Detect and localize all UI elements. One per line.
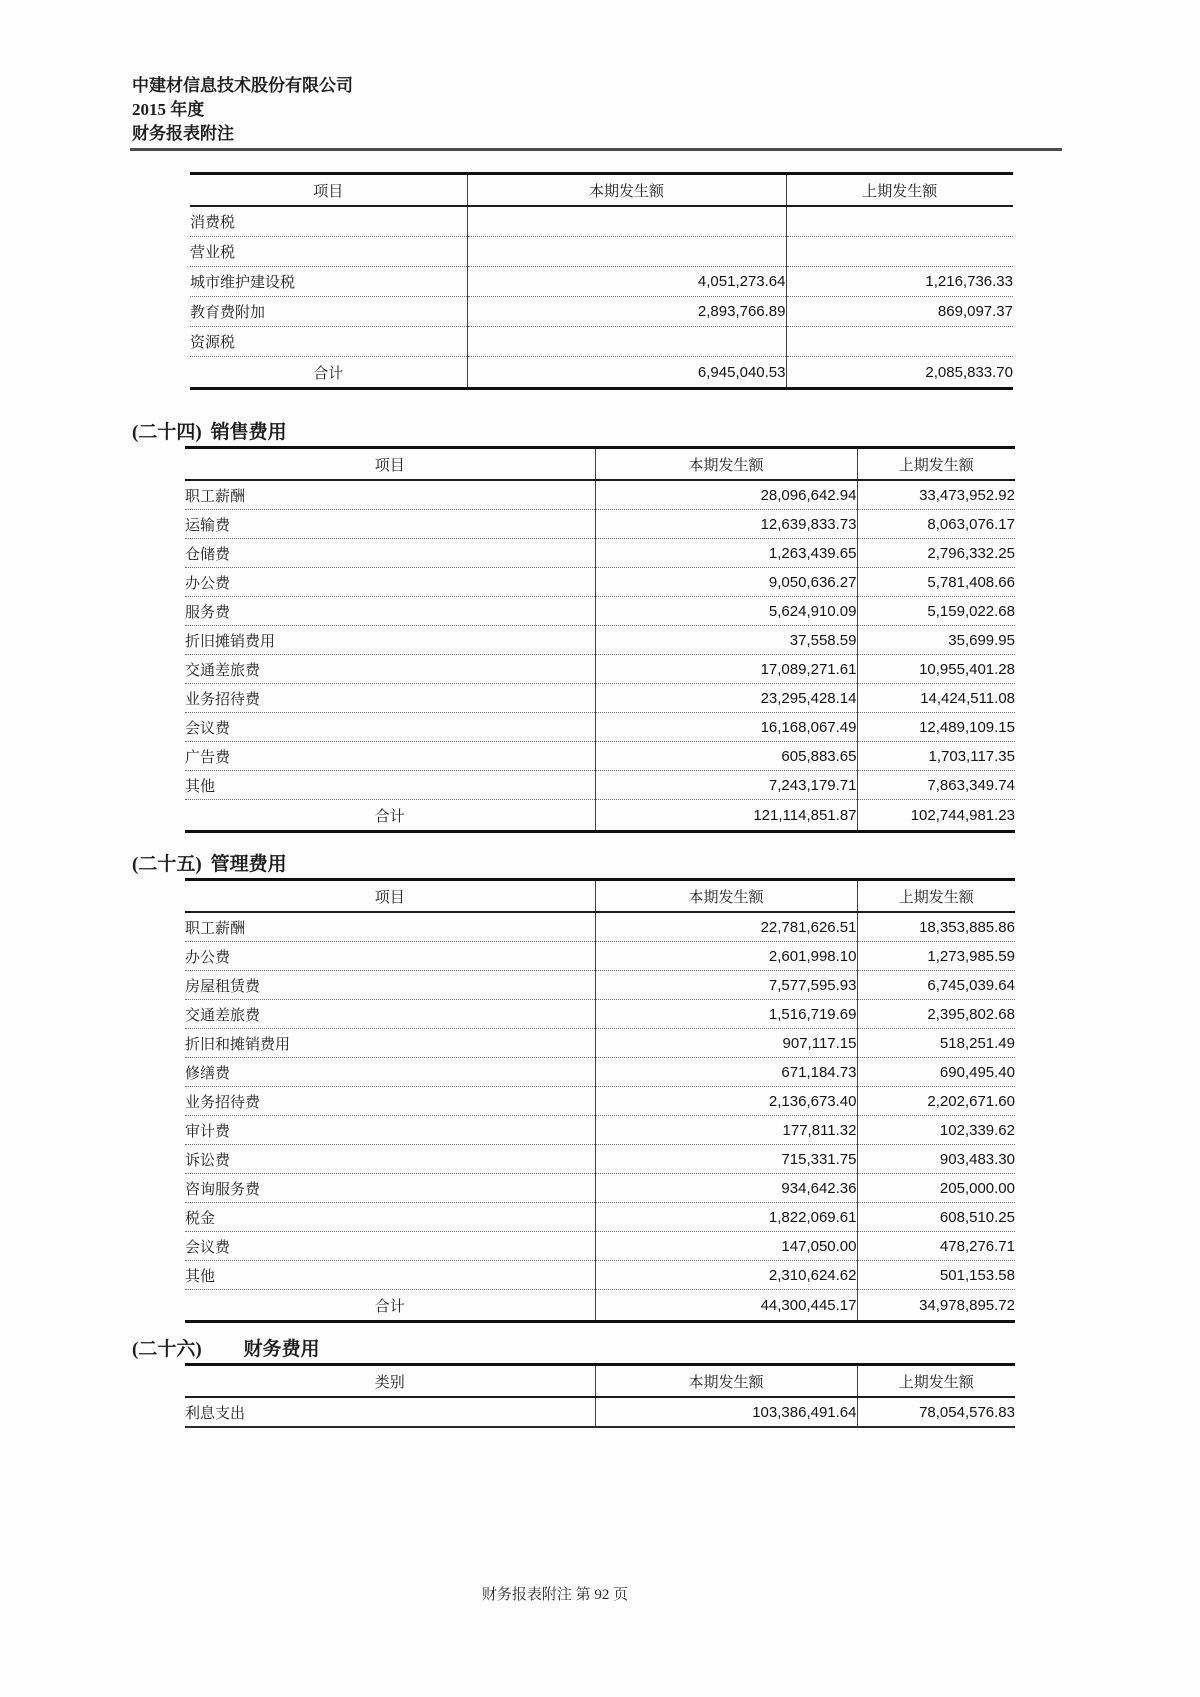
row-amount: 903,483.30: [857, 1145, 1015, 1174]
total-label: 合计: [374, 808, 405, 825]
column-header-current-period: 本期发生额: [595, 448, 857, 481]
row-amount: 690,495.40: [857, 1058, 1015, 1087]
table-row: [185, 1145, 1015, 1174]
total-row: [190, 357, 1013, 389]
row-amount: 23,295,428.14: [595, 684, 857, 713]
row-amount: 12,639,833.73: [595, 510, 857, 539]
tax-surcharges-table-body: [190, 206, 1013, 357]
row-amount: 1,822,069.61: [595, 1203, 857, 1232]
table-row: [185, 1261, 1015, 1290]
section-heading-financial-expenses: [132, 1334, 320, 1361]
row-amount: 205,000.00: [857, 1174, 1015, 1203]
row-item-label: 业务招待费: [185, 684, 595, 713]
row-amount: 16,168,067.49: [595, 713, 857, 742]
table-row: [185, 597, 1015, 626]
table-header-row: [185, 1365, 1015, 1398]
table-row: [190, 206, 1013, 237]
row-amount: 147,050.00: [595, 1232, 857, 1261]
page-footer: 财务报表附注 第 92 页: [481, 1587, 629, 1603]
table-row: [185, 912, 1015, 942]
row-amount: 9,050,636.27: [595, 568, 857, 597]
selling-expenses-table: [185, 446, 1015, 833]
company-name: 中建材信息技术股份有限公司: [132, 76, 353, 95]
row-item-label: 仓储费: [185, 539, 595, 568]
row-item-label: 修缮费: [185, 1058, 595, 1087]
row-amount: 14,424,511.08: [857, 684, 1015, 713]
row-amount: 5,781,408.66: [857, 568, 1015, 597]
row-item-label: 审计费: [185, 1116, 595, 1145]
section-title: 销售费用: [210, 422, 287, 443]
table-row: [190, 267, 1013, 297]
row-amount: 4,051,273.64: [467, 267, 786, 297]
row-item-label: 房屋租赁费: [185, 971, 595, 1000]
row-item-label: 业务招待费: [185, 1087, 595, 1116]
row-amount: 1,273,985.59: [857, 942, 1015, 971]
row-amount: 2,893,766.89: [467, 297, 786, 327]
table-row: [190, 237, 1013, 267]
selling-expenses-table-body: [185, 480, 1015, 800]
row-item-label: 办公费: [185, 568, 595, 597]
row-amount: 478,276.71: [857, 1232, 1015, 1261]
row-amount: 12,489,109.15: [857, 713, 1015, 742]
row-amount: 2,796,332.25: [857, 539, 1015, 568]
row-item-label: 其他: [185, 771, 595, 800]
total-current-amount: 6,945,040.53: [467, 357, 786, 389]
row-amount: 907,117.15: [595, 1029, 857, 1058]
row-amount: 869,097.37: [786, 297, 1013, 327]
section-heading-selling-expenses: [132, 417, 287, 444]
row-amount: 2,395,802.68: [857, 1000, 1015, 1029]
row-amount: 35,699.95: [857, 626, 1015, 655]
row-amount: 934,642.36: [595, 1174, 857, 1203]
row-amount: 671,184.73: [595, 1058, 857, 1087]
header-divider: [130, 148, 1062, 151]
row-amount: 1,703,117.35: [857, 742, 1015, 771]
table-header-row: [190, 174, 1013, 207]
row-amount: 7,863,349.74: [857, 771, 1015, 800]
row-amount: 18,353,885.86: [857, 912, 1015, 942]
table-header-row: [185, 880, 1015, 913]
row-item-label: 职工薪酬: [185, 912, 595, 942]
document-header: [132, 74, 353, 146]
column-header-current-period: 本期发生额: [467, 174, 786, 207]
table-row: [185, 1058, 1015, 1087]
table-row: [185, 742, 1015, 771]
total-row: [185, 1290, 1015, 1322]
column-header-item: 项目: [185, 880, 595, 913]
row-amount: 102,339.62: [857, 1116, 1015, 1145]
row-amount: 518,251.49: [857, 1029, 1015, 1058]
table-row: [185, 626, 1015, 655]
row-amount: 8,063,076.17: [857, 510, 1015, 539]
total-prior-amount: 34,978,895.72: [857, 1290, 1015, 1322]
row-amount: 78,054,576.83: [857, 1397, 1015, 1427]
row-amount: [467, 327, 786, 357]
row-item-label: 交通差旅费: [185, 655, 595, 684]
table-row: [185, 480, 1015, 510]
row-item-label: 教育费附加: [190, 297, 467, 327]
row-amount: 605,883.65: [595, 742, 857, 771]
row-item-label: 折旧摊销费用: [185, 626, 595, 655]
row-amount: 6,745,039.64: [857, 971, 1015, 1000]
row-item-label: 营业税: [190, 237, 467, 267]
table-row: [185, 568, 1015, 597]
row-item-label: 交通差旅费: [185, 1000, 595, 1029]
section-heading-admin-expenses: [132, 849, 287, 876]
row-item-label: 办公费: [185, 942, 595, 971]
row-item-label: 会议费: [185, 1232, 595, 1261]
row-amount: 177,811.32: [595, 1116, 857, 1145]
table-row: [185, 539, 1015, 568]
row-amount: 5,624,910.09: [595, 597, 857, 626]
report-year: 2015 年度: [132, 100, 205, 119]
row-amount: 1,263,439.65: [595, 539, 857, 568]
table-row: [185, 1203, 1015, 1232]
table-row: [185, 1087, 1015, 1116]
row-item-label: 利息支出: [185, 1397, 595, 1427]
table-row: [185, 713, 1015, 742]
table-row: [185, 1029, 1015, 1058]
column-header-category: 类别: [185, 1365, 595, 1398]
row-item-label: 职工薪酬: [185, 480, 595, 510]
row-amount: 1,516,719.69: [595, 1000, 857, 1029]
row-amount: [786, 327, 1013, 357]
table-row: [185, 1397, 1015, 1427]
financial-expenses-table-body: [185, 1397, 1015, 1427]
section-number: (二十五): [132, 854, 202, 875]
row-item-label: 会议费: [185, 713, 595, 742]
section-number: (二十四): [132, 422, 202, 443]
table-row: [185, 1116, 1015, 1145]
row-amount: 17,089,271.61: [595, 655, 857, 684]
row-item-label: 资源税: [190, 327, 467, 357]
table-row: [185, 771, 1015, 800]
table-row: [185, 510, 1015, 539]
row-amount: [467, 237, 786, 267]
row-item-label: 运输费: [185, 510, 595, 539]
row-amount: 103,386,491.64: [595, 1397, 857, 1427]
total-label: 合计: [313, 365, 344, 382]
row-amount: 7,243,179.71: [595, 771, 857, 800]
table-row: [185, 942, 1015, 971]
section-title: 财务费用: [243, 1339, 320, 1360]
row-amount: 28,096,642.94: [595, 480, 857, 510]
tax-surcharges-table: [190, 172, 1013, 390]
row-amount: [467, 206, 786, 237]
admin-expenses-table-body: [185, 912, 1015, 1290]
total-current-amount: 121,114,851.87: [595, 800, 857, 832]
total-row: [185, 800, 1015, 832]
row-amount: 1,216,736.33: [786, 267, 1013, 297]
column-header-current-period: 本期发生额: [595, 880, 857, 913]
row-amount: 5,159,022.68: [857, 597, 1015, 626]
row-amount: 2,310,624.62: [595, 1261, 857, 1290]
column-header-prior-period: 上期发生额: [857, 448, 1015, 481]
table-row: [185, 1232, 1015, 1261]
table-row: [185, 1174, 1015, 1203]
section-number: (二十六): [132, 1339, 202, 1360]
doc-title: 财务报表附注: [132, 124, 234, 143]
row-item-label: 咨询服务费: [185, 1174, 595, 1203]
total-current-amount: 44,300,445.17: [595, 1290, 857, 1322]
row-item-label: 城市维护建设税: [190, 267, 467, 297]
row-amount: 33,473,952.92: [857, 480, 1015, 510]
row-item-label: 诉讼费: [185, 1145, 595, 1174]
table-row: [185, 655, 1015, 684]
row-item-label: 消费税: [190, 206, 467, 237]
row-item-label: 折旧和摊销费用: [185, 1029, 595, 1058]
column-header-item: 项目: [185, 448, 595, 481]
row-amount: 37,558.59: [595, 626, 857, 655]
total-prior-amount: 2,085,833.70: [786, 357, 1013, 389]
column-header-prior-period: 上期发生额: [786, 174, 1013, 207]
row-amount: 2,136,673.40: [595, 1087, 857, 1116]
table-header-row: [185, 448, 1015, 481]
row-amount: 7,577,595.93: [595, 971, 857, 1000]
table-row: [185, 971, 1015, 1000]
row-amount: 22,781,626.51: [595, 912, 857, 942]
row-amount: 2,601,998.10: [595, 942, 857, 971]
row-item-label: 服务费: [185, 597, 595, 626]
column-header-item: 项目: [190, 174, 467, 207]
table-row: [185, 1000, 1015, 1029]
row-amount: 501,153.58: [857, 1261, 1015, 1290]
row-amount: 2,202,671.60: [857, 1087, 1015, 1116]
admin-expenses-table: [185, 878, 1015, 1323]
row-amount: [786, 206, 1013, 237]
row-amount: [786, 237, 1013, 267]
total-label: 合计: [374, 1298, 405, 1315]
row-item-label: 其他: [185, 1261, 595, 1290]
column-header-current-period: 本期发生额: [595, 1365, 857, 1398]
row-amount: 608,510.25: [857, 1203, 1015, 1232]
section-title: 管理费用: [210, 854, 287, 875]
table-row: [190, 327, 1013, 357]
column-header-prior-period: 上期发生额: [857, 1365, 1015, 1398]
row-item-label: 广告费: [185, 742, 595, 771]
table-row: [185, 684, 1015, 713]
column-header-prior-period: 上期发生额: [857, 880, 1015, 913]
total-prior-amount: 102,744,981.23: [857, 800, 1015, 832]
row-amount: 10,955,401.28: [857, 655, 1015, 684]
table-row: [190, 297, 1013, 327]
row-item-label: 税金: [185, 1203, 595, 1232]
financial-expenses-table: [185, 1363, 1015, 1428]
row-amount: 715,331.75: [595, 1145, 857, 1174]
